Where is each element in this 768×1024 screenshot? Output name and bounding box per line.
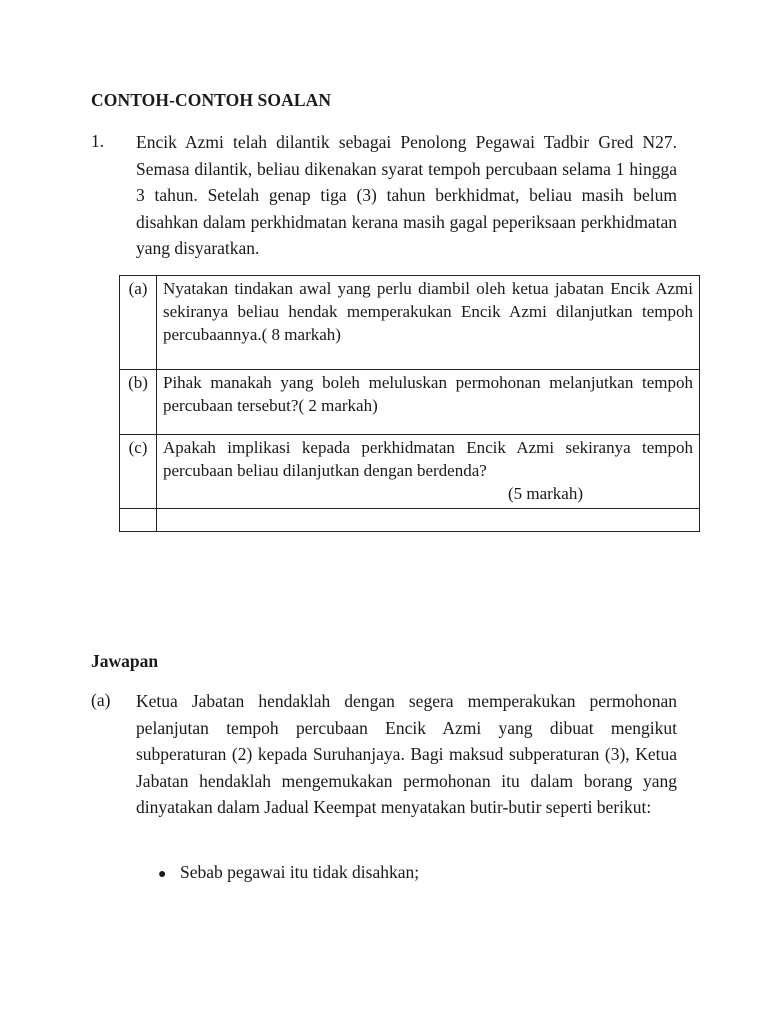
part-marks: (5 markah) [507, 484, 583, 503]
table-row [120, 370, 700, 435]
table-row-empty [120, 509, 700, 532]
list-item-text: Sebab pegawai itu tidak disahkan; [180, 862, 420, 882]
part-text [157, 435, 700, 509]
bullet-icon: ● [158, 867, 167, 882]
table-row [120, 435, 700, 509]
table-row [120, 276, 700, 370]
list-item [158, 862, 419, 883]
question-text: Encik Azmi telah dilantik sebagai Penolong Pegawai Tadbir Gred N27. Semasa dilantik, beliau dikenakan syarat tempoh percubaan selama 1 hingga 3 tahun. Setelah genap tiga (3) tahun berkhidmat, beliau masih belum disahkan dalam perkhidmatan kerana masih gagal peperiksaan perkhidmatan yang disyaratkan. [136, 132, 677, 258]
part-question: Nyatakan tindakan awal yang perlu diambil oleh ketua jabatan Encik Azmi sekiranya beliau hendak memperakukan Encik Azmi dilanjutkan tempoh percubaannya.( 8 markah) [163, 279, 693, 344]
part-label: (c) [120, 435, 157, 509]
part-text [157, 370, 700, 435]
answer-label: (a) [91, 690, 111, 710]
part-label: (a) [120, 276, 157, 370]
part-question: Apakah implikasi kepada perkhidmatan Encik Azmi sekiranya tempoh percubaan beliau dilanjutkan dengan berdenda? [163, 438, 693, 480]
part-label: (b) [120, 370, 157, 435]
question-number: 1. [91, 131, 105, 151]
empty-cell [157, 509, 700, 532]
part-question: Pihak manakah yang boleh meluluskan permohonan melanjutkan tempoh percubaan tersebut?( 2 markah) [163, 373, 693, 415]
answer-text: Ketua Jabatan hendaklah dengan segera memperakukan permohonan pelanjutan tempoh percubaan Encik Azmi yang dibuat mengikut subperaturan (2) kepada Suruhanjaya. Bagi maksud subperaturan (3), Ketua Jabatan hendaklah mengemukakan permohonan itu dalam borang yang dinyatakan dalam Jadual Keempat menyatakan butir-butir seperti berikut: [136, 691, 677, 817]
empty-cell [120, 509, 157, 532]
answer-heading: Jawapan [91, 651, 159, 671]
page-title: CONTOH-CONTOH SOALAN [91, 90, 332, 110]
question-parts-table [119, 275, 700, 532]
part-text [157, 276, 700, 370]
